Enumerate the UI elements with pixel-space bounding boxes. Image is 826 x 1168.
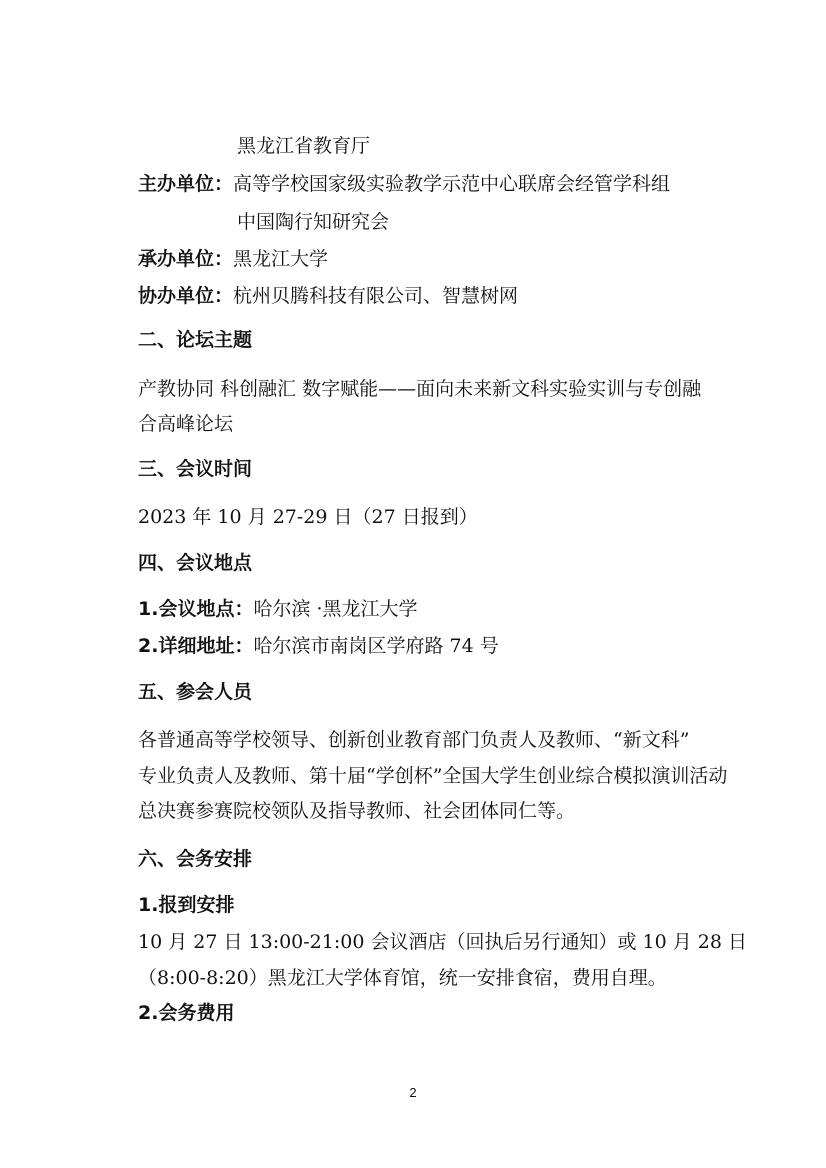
section-heading-time: 三、会议时间: [138, 458, 253, 480]
section-heading-attendees: 五、参会人员: [138, 681, 253, 703]
host-label: 主办单位：: [138, 173, 234, 195]
attendees-line-3: 总决赛参赛院校领队及指导教师、社会团体同仁等。: [138, 800, 576, 822]
meeting-time: 2023 年 10 月 27-29 日（27 日报到）: [138, 506, 478, 528]
assistant-label: 协办单位：: [138, 285, 234, 307]
venue-value: 哈尔滨 ·黑龙江大学: [253, 598, 418, 620]
address-value: 哈尔滨市南岗区学府路 74 号: [253, 635, 499, 657]
theme-line-1: 产教协同 科创融汇 数字赋能——面向未来新文科实验实训与专创融: [138, 378, 702, 400]
address-label: 2.详细地址：: [138, 635, 254, 657]
undertaker-row: [138, 246, 328, 272]
registration-line-1: 10 月 27 日 13:00-21:00 会议酒店（回执后另行通知）或 10 月 28 日: [138, 931, 747, 953]
subheading-registration: 1.报到安排: [138, 894, 235, 916]
page-number: 2: [409, 1085, 417, 1100]
attendees-line-1: 各普通高等学校领导、创新创业教育部门负责人及教师、“新文科”: [138, 729, 690, 751]
host-row: [138, 171, 670, 197]
co-host-continued: 黑龙江省教育厅: [237, 135, 371, 157]
assistant-value: 杭州贝腾科技有限公司、智慧树网: [233, 285, 519, 307]
subheading-fees: 2.会务费用: [138, 1002, 235, 1024]
address-row: [138, 633, 499, 659]
section-heading-theme: 二、论坛主题: [138, 329, 253, 351]
attendees-line-2: 专业负责人及教师、第十届“学创杯”全国大学生创业综合模拟演训活动: [138, 765, 728, 787]
undertaker-value: 黑龙江大学: [233, 248, 329, 270]
venue-label: 1.会议地点：: [138, 598, 254, 620]
assistant-row: [138, 283, 518, 309]
host-value: 高等学校国家级实验教学示范中心联席会经管学科组: [233, 173, 671, 195]
host-value-2: 中国陶行知研究会: [237, 211, 390, 233]
section-heading-venue: 四、会议地点: [138, 552, 253, 574]
theme-line-2: 合高峰论坛: [138, 413, 234, 435]
section-heading-arrangements: 六、会务安排: [138, 848, 253, 870]
registration-line-2: （8:00-8:20）黑龙江大学体育馆，统一安排食宿，费用自理。: [138, 967, 667, 989]
undertaker-label: 承办单位：: [138, 248, 234, 270]
venue-row: [138, 596, 418, 622]
